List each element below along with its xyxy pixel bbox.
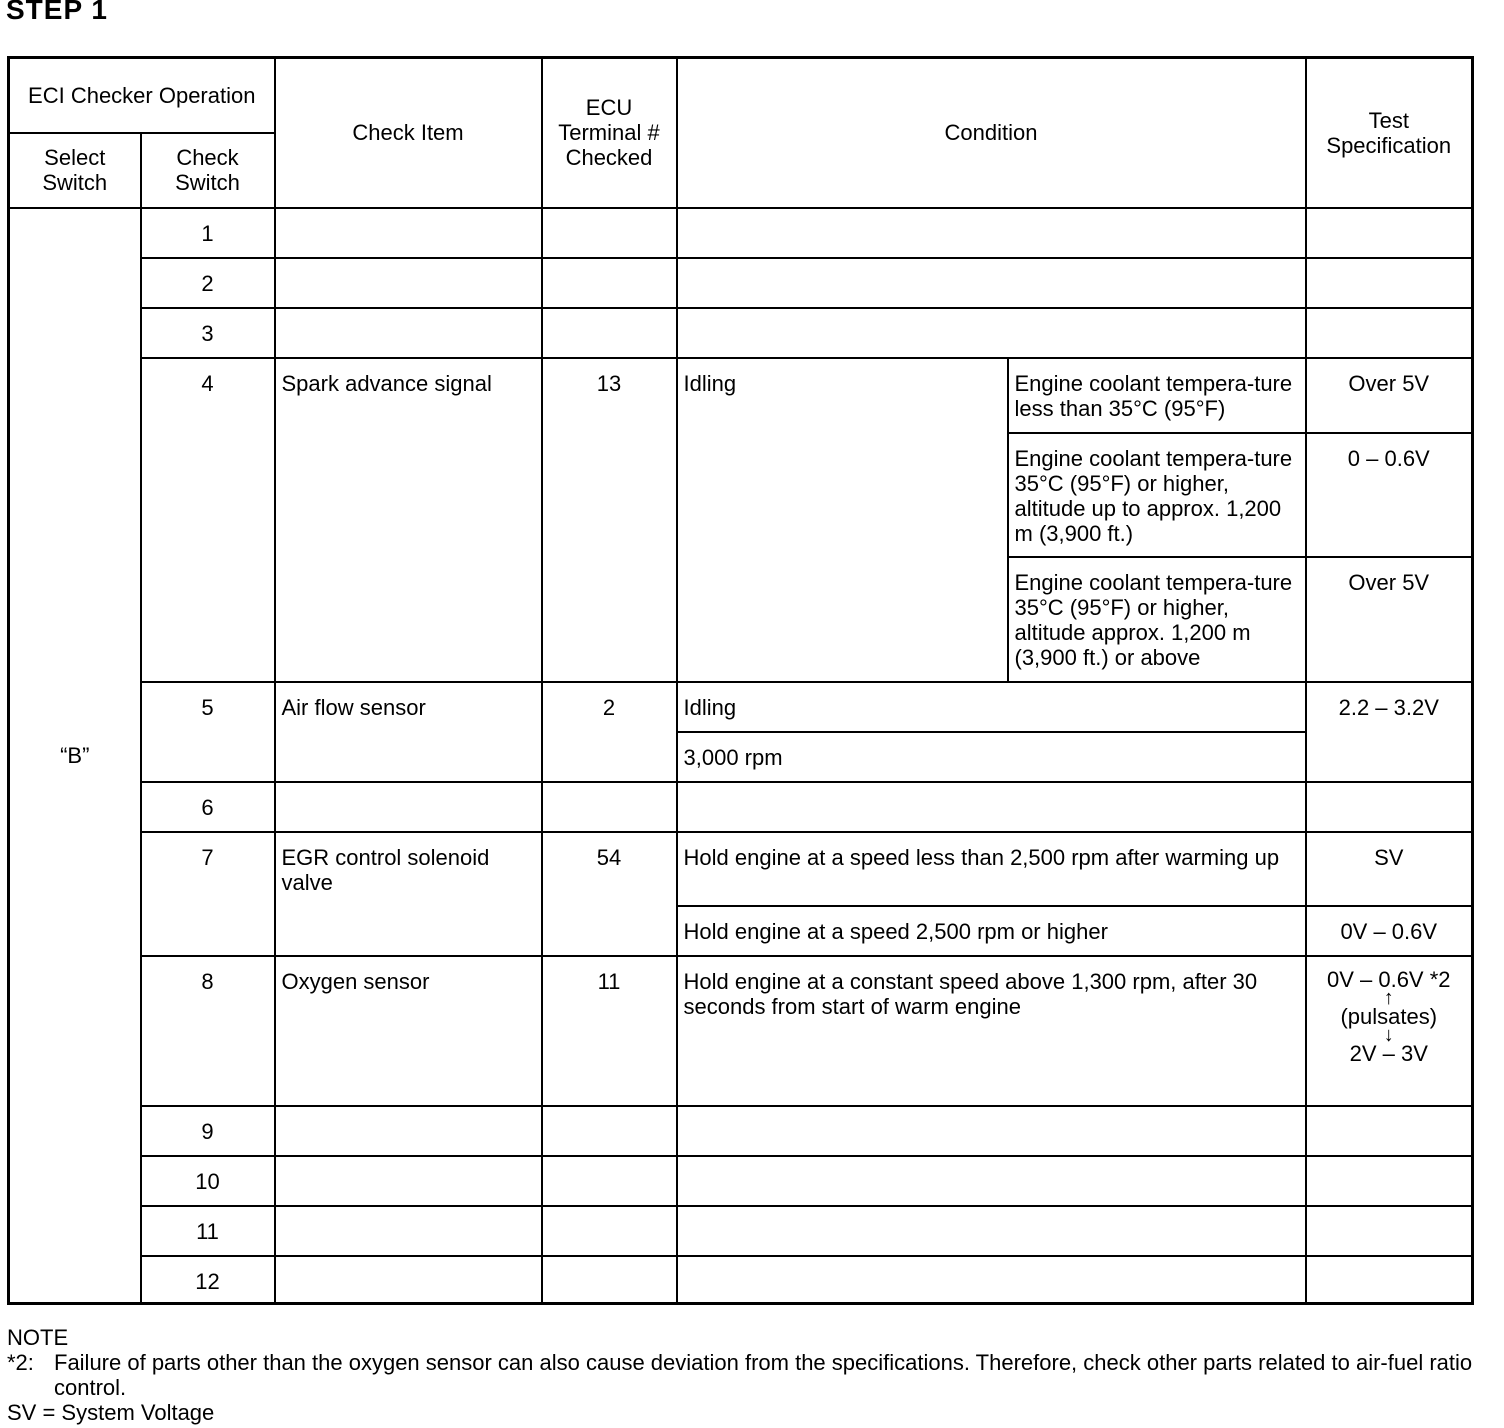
notes-section [7,1325,1487,1425]
test-spec-value: 0V – 0.6V [1306,906,1473,956]
sv-definition: SV = System Voltage [7,1400,215,1425]
condition-text: Idling [677,682,1306,732]
arrow-down-icon: ↓ [1383,1023,1394,1046]
ecu-terminal: 54 [542,832,677,956]
test-spec-value: Over 5V [1306,557,1473,682]
spec-line-high: 2V – 3V [1349,1040,1428,1066]
check-switch-number: 1 [141,208,275,258]
oxygen-sensor-spec [1306,956,1473,1106]
table-row [9,682,1473,732]
check-switch-number: 8 [141,956,275,1106]
note-2-key: *2: [7,1350,34,1375]
note-heading: NOTE [7,1325,69,1350]
arrow-up-icon: ↑ [1383,986,1394,1009]
step-title: STEP 1 [6,0,108,25]
header-select-switch: Select Switch [9,133,141,208]
table-row [9,782,1473,832]
check-item: Oxygen sensor [275,956,542,1106]
select-switch-value: “B” [9,208,141,1304]
check-switch-number: 6 [141,782,275,832]
test-spec-value: 2.2 – 3.2V [1306,682,1473,782]
check-item: EGR control solenoid valve [275,832,542,956]
header-condition: Condition [677,58,1306,208]
condition-text: Idling [677,358,1008,682]
table-row [9,1256,1473,1304]
condition-text: 3,000 rpm [677,732,1306,782]
check-switch-number: 7 [141,832,275,956]
check-switch-number: 9 [141,1106,275,1156]
condition-text: Hold engine at a speed 2,500 rpm or higher [677,906,1306,956]
test-spec-value: SV [1306,832,1473,906]
test-spec-value: Over 5V [1306,358,1473,433]
table-row [9,832,1473,906]
check-switch-number: 12 [141,1256,275,1304]
ecu-terminal: 11 [542,956,677,1106]
eci-check-table [7,56,1474,1305]
table-row [9,1156,1473,1206]
note-2-text: Failure of parts other than the oxygen sensor can also cause deviation from the specifications. Therefore, check other parts related to air-fuel ratio control. [54,1350,1473,1400]
condition-text: Hold engine at a speed less than 2,500 rpm after warming up [677,832,1306,906]
check-item: Spark advance signal [275,358,542,682]
check-item: Air flow sensor [275,682,542,782]
check-switch-number: 11 [141,1206,275,1256]
condition-text: Hold engine at a constant speed above 1,300 rpm, after 30 seconds from start of warm engine [677,956,1306,1106]
table-row [9,956,1473,1106]
header-check-switch: Check Switch [141,133,275,208]
table-row [9,1106,1473,1156]
spec-pulsates: (pulsates) [1340,1003,1438,1029]
ecu-terminal: 13 [542,358,677,682]
table-row [9,1206,1473,1256]
sub-condition-text: Engine coolant tempera-ture 35°C (95°F) or higher, altitude approx. 1,200 m (3,900 ft.) or above [1008,557,1306,682]
sub-condition-text: Engine coolant tempera-ture less than 35°C (95°F) [1008,358,1306,433]
check-switch-number: 3 [141,308,275,358]
header-ecu-terminal: ECU Terminal # Checked [542,58,677,208]
table-row [9,308,1473,358]
check-switch-number: 5 [141,682,275,782]
header-test-specification: Test Specification [1306,58,1473,208]
ecu-terminal: 2 [542,682,677,782]
header-check-item: Check Item [275,58,542,208]
header-eci-checker-operation: ECI Checker Operation [9,58,275,133]
test-spec-value: 0 – 0.6V [1306,433,1473,557]
table-row [9,358,1473,433]
check-switch-number: 4 [141,358,275,682]
check-switch-number: 2 [141,258,275,308]
table-row [9,258,1473,308]
note-2 [7,1350,1487,1400]
check-switch-number: 10 [141,1156,275,1206]
spec-line-low: 0V – 0.6V *2 [1326,966,1451,992]
table-row [9,208,1473,258]
sub-condition-text: Engine coolant tempera-ture 35°C (95°F) or higher, altitude up to approx. 1,200 m (3,900 ft.) [1008,433,1306,557]
